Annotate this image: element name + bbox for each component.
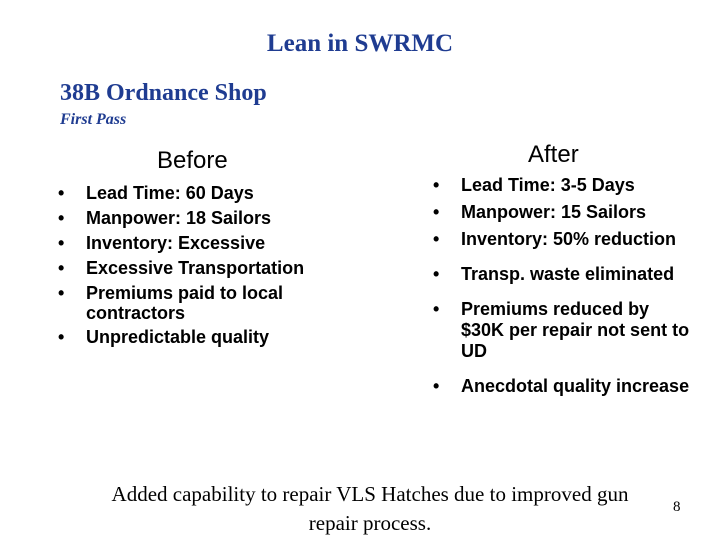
- after-heading: After: [528, 141, 579, 168]
- list-item: • Inventory: Excessive: [57, 233, 347, 253]
- pass-label: First Pass: [60, 111, 127, 128]
- list-item: • Anecdotal quality increase: [432, 376, 692, 397]
- list-item: • Lead Time: 60 Days: [57, 183, 347, 203]
- list-item: • Lead Time: 3-5 Days: [432, 175, 692, 196]
- list-item: • Manpower: 18 Sailors: [57, 208, 347, 228]
- before-list: [57, 183, 347, 356]
- page-number: 8: [673, 499, 681, 515]
- before-heading: Before: [157, 147, 228, 174]
- list-item: • Manpower: 15 Sailors: [432, 202, 692, 223]
- list-item: • Unpredictable quality: [57, 327, 347, 347]
- list-item: • Transp. waste eliminated: [432, 264, 692, 285]
- list-item: • Excessive Transportation: [57, 258, 347, 278]
- footer-note: Added capability to repair VLS Hatches due to improved gun repair process.: [111, 482, 629, 535]
- slide-title: Lean in SWRMC: [266, 30, 454, 57]
- list-item: • Premiums paid to local contractors: [57, 283, 347, 323]
- after-list: [432, 175, 692, 403]
- list-item: • Premiums reduced by $30K per repair not sent to UD: [432, 299, 692, 362]
- slide-subtitle: 38B Ordnance Shop: [60, 80, 267, 106]
- list-item: • Inventory: 50% reduction: [432, 229, 692, 250]
